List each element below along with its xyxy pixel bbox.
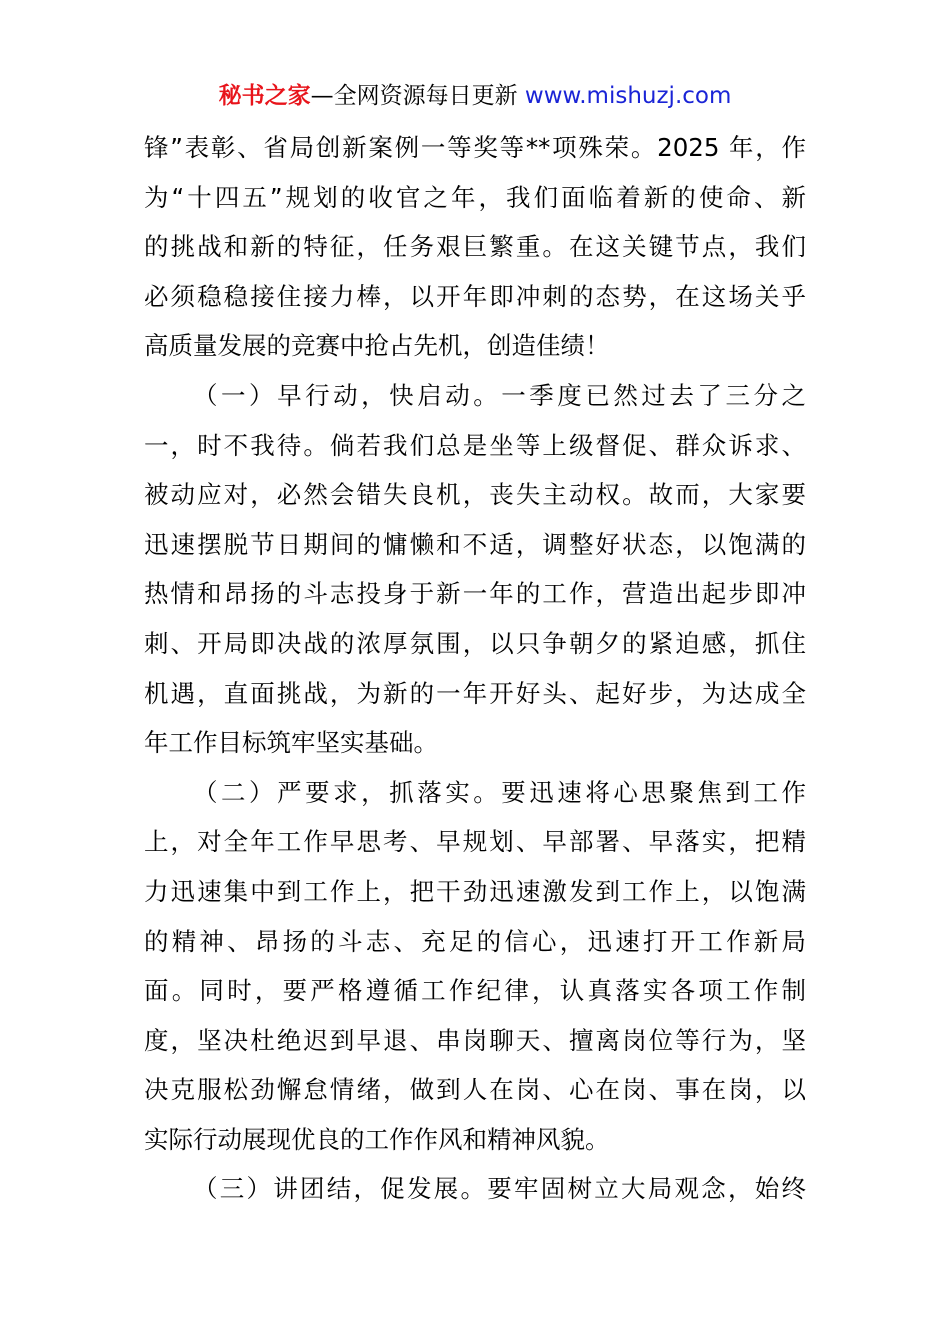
text-line: 力迅速集中到工作上，把干劲迅速激发到工作上，以饱满 (144, 876, 806, 906)
text-line: 上，对全年工作早思考、早规划、早部署、早落实，把精 (144, 827, 806, 857)
section-heading-line: （二）严要求，抓落实。要迅速将心思聚焦到工作 (193, 777, 806, 807)
document-body (144, 123, 806, 1214)
text-line: 的挑战和新的特征，任务艰巨繁重。在这关键节点，我们 (144, 232, 806, 262)
text-line: 迅速摆脱节日期间的慵懒和不适，调整好状态，以饱满的 (144, 529, 806, 559)
text-line: 年工作目标筑牢坚实基础。 (144, 728, 438, 758)
text-line: 的精神、昂扬的斗志、充足的信心，迅速打开工作新局 (144, 926, 806, 956)
site-tagline: —全网资源每日更新 (310, 83, 525, 109)
section-heading-line: （一）早行动，快启动。一季度已然过去了三分之 (193, 380, 806, 410)
text-line: 度，坚决杜绝迟到早退、串岗聊天、擅离岗位等行为，坚 (144, 1025, 806, 1055)
text-line: 机遇，直面挑战，为新的一年开好头、起好步，为达成全 (144, 678, 806, 708)
text-line: 实际行动展现优良的工作作风和精神风貌。 (144, 1124, 610, 1154)
text-line: 必须稳稳接住接力棒，以开年即冲刺的态势，在这场关乎 (144, 281, 806, 311)
text-line: 锋”表彰、省局创新案例一等奖等**项殊荣。2025 年，作 (144, 133, 806, 162)
site-brand: 秘书之家 (218, 83, 311, 109)
section-heading-line: （三）讲团结，促发展。要牢固树立大局观念，始终 (193, 1174, 806, 1204)
text-line: 热情和昂扬的斗志投身于新一年的工作，营造出起步即冲 (144, 579, 806, 609)
page-header (0, 78, 950, 114)
text-line: 一，时不我待。倘若我们总是坐等上级督促、群众诉求、 (144, 430, 806, 460)
text-line: 为“十四五”规划的收官之年，我们面临着新的使命、新 (144, 182, 806, 212)
site-url-link[interactable]: www.mishuzj.com (524, 83, 732, 109)
text-line: 被动应对，必然会错失良机，丧失主动权。故而，大家要 (144, 480, 806, 510)
text-line: 高质量发展的竞赛中抢占先机，创造佳绩！ (144, 331, 610, 361)
text-line: 面。同时，要严格遵循工作纪律，认真落实各项工作制 (144, 976, 806, 1006)
text-line: 决克服松劲懈怠情绪，做到人在岗、心在岗、事在岗，以 (144, 1075, 806, 1105)
text-line: 刺、开局即决战的浓厚氛围，以只争朝夕的紧迫感，抓住 (144, 628, 806, 658)
